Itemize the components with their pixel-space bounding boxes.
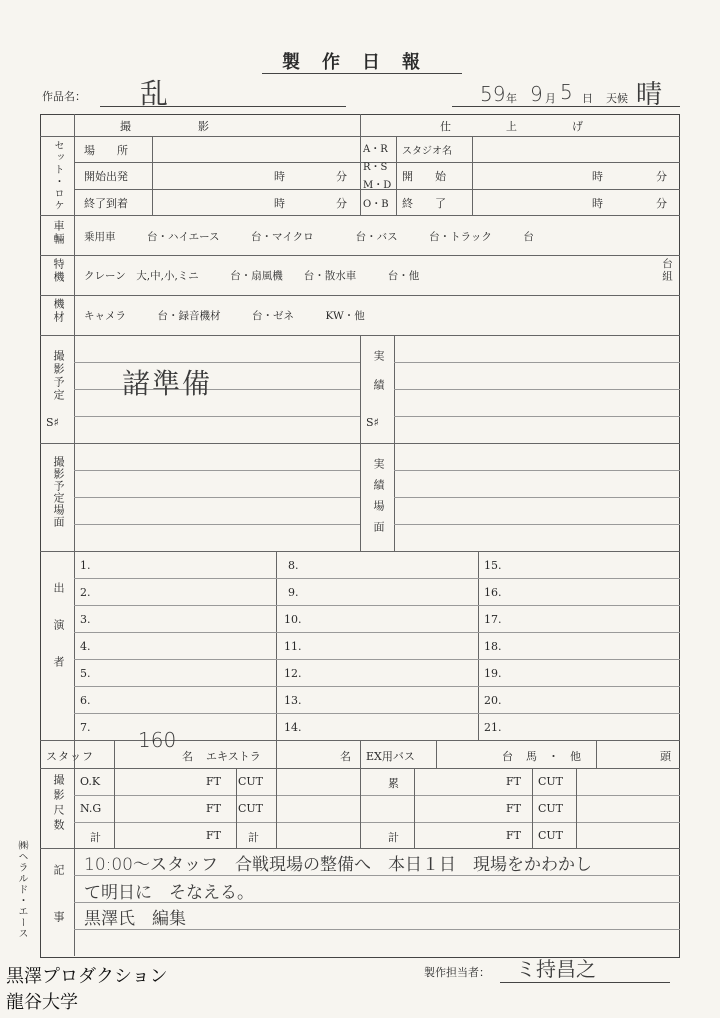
place-label: 場 所 <box>84 144 128 157</box>
cast-13: 13. <box>284 694 302 707</box>
staff-unit: 名 <box>182 750 193 763</box>
section-shoot: 撮 影 <box>120 120 211 133</box>
end-arrive-label: 終了到着 <box>84 197 128 210</box>
bus-unit: 台 <box>502 750 513 763</box>
cast-18: 18. <box>484 640 502 653</box>
plan-actual-scene: S♯ <box>366 416 379 429</box>
studio-label: スタジオ名 <box>402 146 452 157</box>
ok-cut: CUT <box>238 775 264 788</box>
vehicles-label: 車輛 <box>52 220 65 246</box>
bus-label: EX用バス <box>366 750 415 763</box>
code-ar: A・R <box>363 144 388 155</box>
footage-total: 計 <box>90 831 101 844</box>
watermark-production: 黒澤プロダクション <box>6 966 168 987</box>
arrive-minute: 分 <box>336 197 347 210</box>
footage-ng: N.G <box>80 802 102 815</box>
weather-label: 天候 <box>606 92 628 105</box>
depart-minute: 分 <box>336 170 347 183</box>
start-depart-label: 開始出発 <box>84 170 128 183</box>
date-month: 9 <box>530 82 543 106</box>
footage-label: 撮影尺数 <box>52 774 65 834</box>
plan-actual-label: 実績 <box>372 350 385 408</box>
page-title: 製作日報 <box>282 52 442 73</box>
section-finish: 仕 上 げ <box>440 120 583 133</box>
date-day: 5 <box>560 80 573 104</box>
depart-hour: 時 <box>274 170 285 183</box>
plan-scene-actual-label: 実績場面 <box>372 458 385 542</box>
cum-ok-ft: FT <box>506 775 521 788</box>
date-month-unit: 月 <box>545 92 556 105</box>
cast-14: 14. <box>284 721 302 734</box>
cast-6: 6. <box>80 694 91 707</box>
extra-label: エキストラ <box>206 750 261 763</box>
end-hour: 時 <box>592 197 603 210</box>
weather-value: 晴 <box>636 80 663 110</box>
title-underline <box>262 73 462 74</box>
total-ft: FT <box>206 829 221 842</box>
staff-count: 160 <box>138 728 177 752</box>
date-year: 59 <box>480 82 506 106</box>
cast-16: 16. <box>484 586 502 599</box>
special-unit: 台組 <box>661 258 673 283</box>
plan-label: 撮影予定 <box>52 350 65 402</box>
equipment-label: 機材 <box>52 298 65 324</box>
watermark-university: 龍谷大学 <box>6 992 78 1013</box>
vendor-side-label: ㈱ヘラルド・エース <box>16 840 27 939</box>
plan-scene: S♯ <box>46 416 59 429</box>
end-minute: 分 <box>656 197 667 210</box>
arrive-hour: 時 <box>274 197 285 210</box>
start-minute: 分 <box>656 170 667 183</box>
cast-4: 4. <box>80 640 91 653</box>
ng-ft: FT <box>206 802 221 815</box>
vehicles-text: 乗用車 台・ハイエース 台・マイクロ 台・バス 台・トラック 台 <box>84 231 534 243</box>
cast-11: 11. <box>284 640 302 653</box>
cast-label: 出演者 <box>52 582 65 693</box>
date-year-unit: 年 <box>506 92 517 105</box>
extra-unit: 名 <box>340 750 351 763</box>
code-md: M・D <box>363 180 392 191</box>
footage-ok: O.K <box>80 775 101 788</box>
cum-total-cut: CUT <box>538 829 564 842</box>
cast-7: 7. <box>80 721 91 734</box>
producer-label: 製作担当者： <box>424 966 490 979</box>
total-kei: 計 <box>248 831 259 844</box>
cum-ng-cut: CUT <box>538 802 564 815</box>
notes-label: 記事 <box>52 864 65 958</box>
ok-ft: FT <box>206 775 221 788</box>
producer-sign: ミ持昌之 <box>516 957 596 981</box>
ng-cut: CUT <box>238 802 264 815</box>
cast-15: 15. <box>484 559 502 572</box>
end-label: 終 了 <box>402 197 446 210</box>
plan-scene-label: 撮影予定場面 <box>52 456 65 528</box>
work-underline <box>100 106 346 107</box>
notes-line2: て明日に そなえる。 <box>84 883 254 903</box>
cum-ng-ft: FT <box>506 802 521 815</box>
cast-3: 3. <box>80 613 91 626</box>
start-label: 開 始 <box>402 170 446 183</box>
work-label: 作品名： <box>42 90 86 103</box>
horse-label: 馬 ・ 他 <box>526 750 581 763</box>
cast-20: 20. <box>484 694 502 707</box>
special-label: 特機 <box>52 258 65 284</box>
horse-unit: 頭 <box>660 750 671 763</box>
notes-line3: 黒澤氏 編集 <box>84 909 186 929</box>
cast-9: 9. <box>288 586 299 599</box>
cum-total-ft: FT <box>506 829 521 842</box>
cast-12: 12. <box>284 667 302 680</box>
cast-1: 1. <box>80 559 91 572</box>
plan-handwritten: 諸準備 <box>122 367 213 400</box>
code-ob: O・B <box>363 199 389 210</box>
start-hour: 時 <box>592 170 603 183</box>
work-value: 乱 <box>140 77 169 110</box>
cum-total-label: 計 <box>388 831 399 844</box>
producer-underline <box>500 982 670 983</box>
cast-5: 5. <box>80 667 91 680</box>
notes-line1: 10:00〜スタッフ 合戦現場の整備へ 本日１日 現場をかわかし <box>84 855 592 875</box>
cast-10: 10. <box>284 613 302 626</box>
set-loca-label: セット・ロケ <box>52 140 63 212</box>
special-text: クレーン 大,中,小,ミニ 台・扇風機 台・散水車 台・他 <box>84 270 420 282</box>
staff-label: スタッフ <box>46 750 94 763</box>
cast-21: 21. <box>484 721 502 734</box>
date-underline <box>452 106 680 107</box>
equipment-text: キャメラ 台・録音機材 台・ゼネ KW・他 <box>84 310 365 322</box>
cast-17: 17. <box>484 613 502 626</box>
cum-label: 累 <box>388 777 399 790</box>
date-day-unit: 日 <box>582 92 593 105</box>
cast-8: 8. <box>288 559 299 572</box>
code-rs: R・S <box>363 162 388 173</box>
cast-19: 19. <box>484 667 502 680</box>
cum-ok-cut: CUT <box>538 775 564 788</box>
cast-2: 2. <box>80 586 91 599</box>
